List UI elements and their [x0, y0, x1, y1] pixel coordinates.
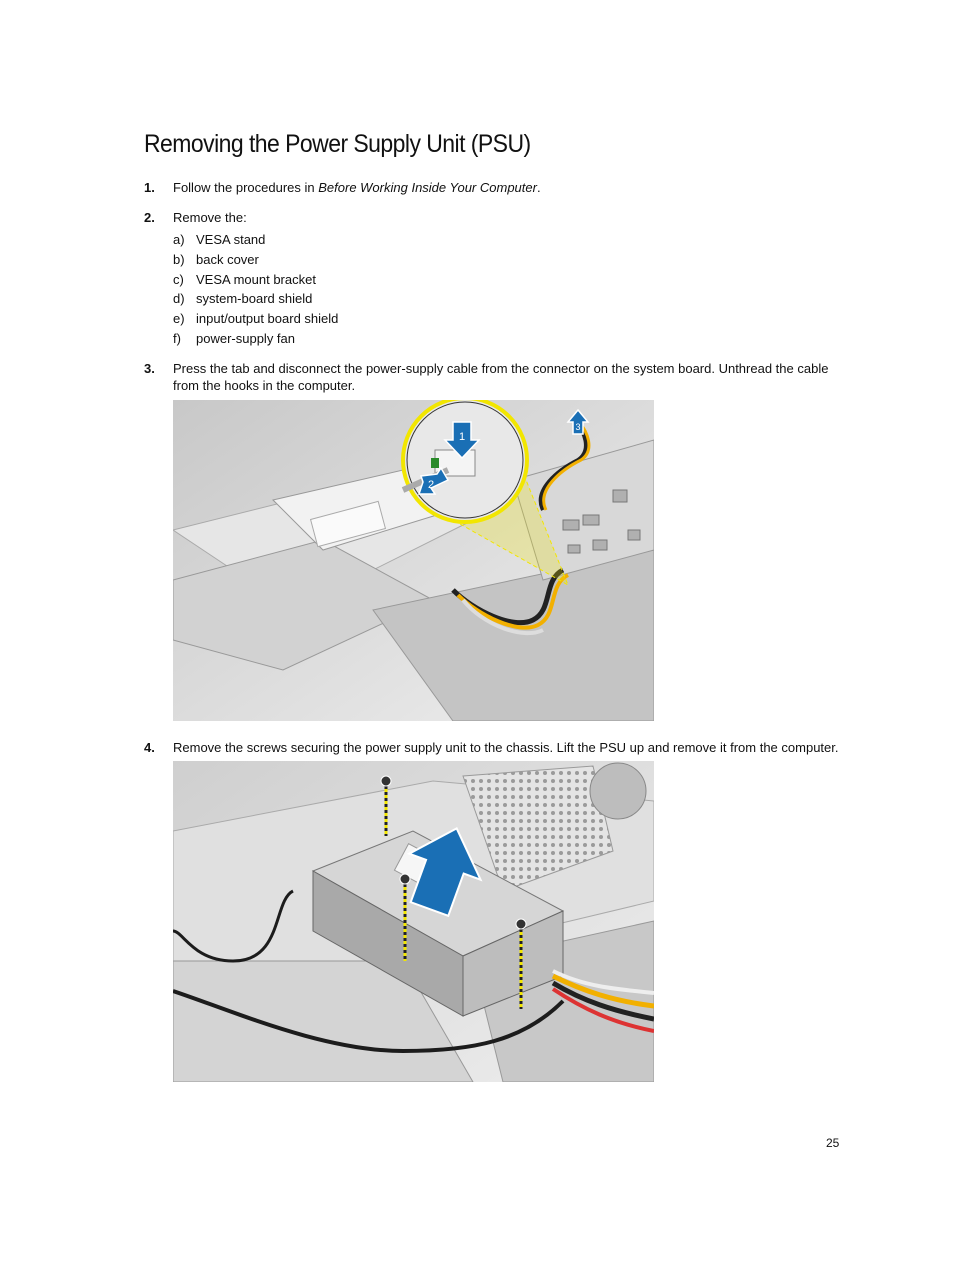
- list-item: d) system-board shield: [173, 291, 313, 306]
- page-number: 25: [826, 1136, 840, 1150]
- step-number: 3.: [144, 361, 155, 376]
- step-text: Remove the screws securing the power supply unit to the chassis. Lift the PSU up and remove it from the computer.: [173, 740, 839, 755]
- step-number: 1.: [144, 180, 155, 195]
- list-item: e) input/output board shield: [173, 311, 339, 326]
- svg-text:3: 3: [575, 422, 581, 432]
- list-item: b) back cover: [173, 252, 259, 267]
- step-text: Press the tab and disconnect the power-supply cable from the connector on the system board. Unthread the cable from the hooks in the computer.: [173, 361, 829, 393]
- svg-text:2: 2: [427, 479, 435, 491]
- list-item: c) VESA mount bracket: [173, 272, 316, 287]
- list-item: f) power-supply fan: [173, 331, 295, 346]
- step-text: Remove the:: [173, 210, 247, 225]
- figure-remove-psu: [173, 761, 654, 1082]
- figure-disconnect-psu-cable: [173, 400, 654, 721]
- step-number: 2.: [144, 210, 155, 225]
- svg-text:1: 1: [458, 431, 466, 443]
- page-title: Removing the Power Supply Unit (PSU): [144, 130, 531, 158]
- step-text: Follow the procedures in Before Working Inside Your Computer.: [173, 180, 541, 195]
- list-item: a) VESA stand: [173, 232, 266, 247]
- cross-reference[interactable]: Before Working Inside Your Computer: [318, 180, 537, 195]
- step-number: 4.: [144, 740, 155, 755]
